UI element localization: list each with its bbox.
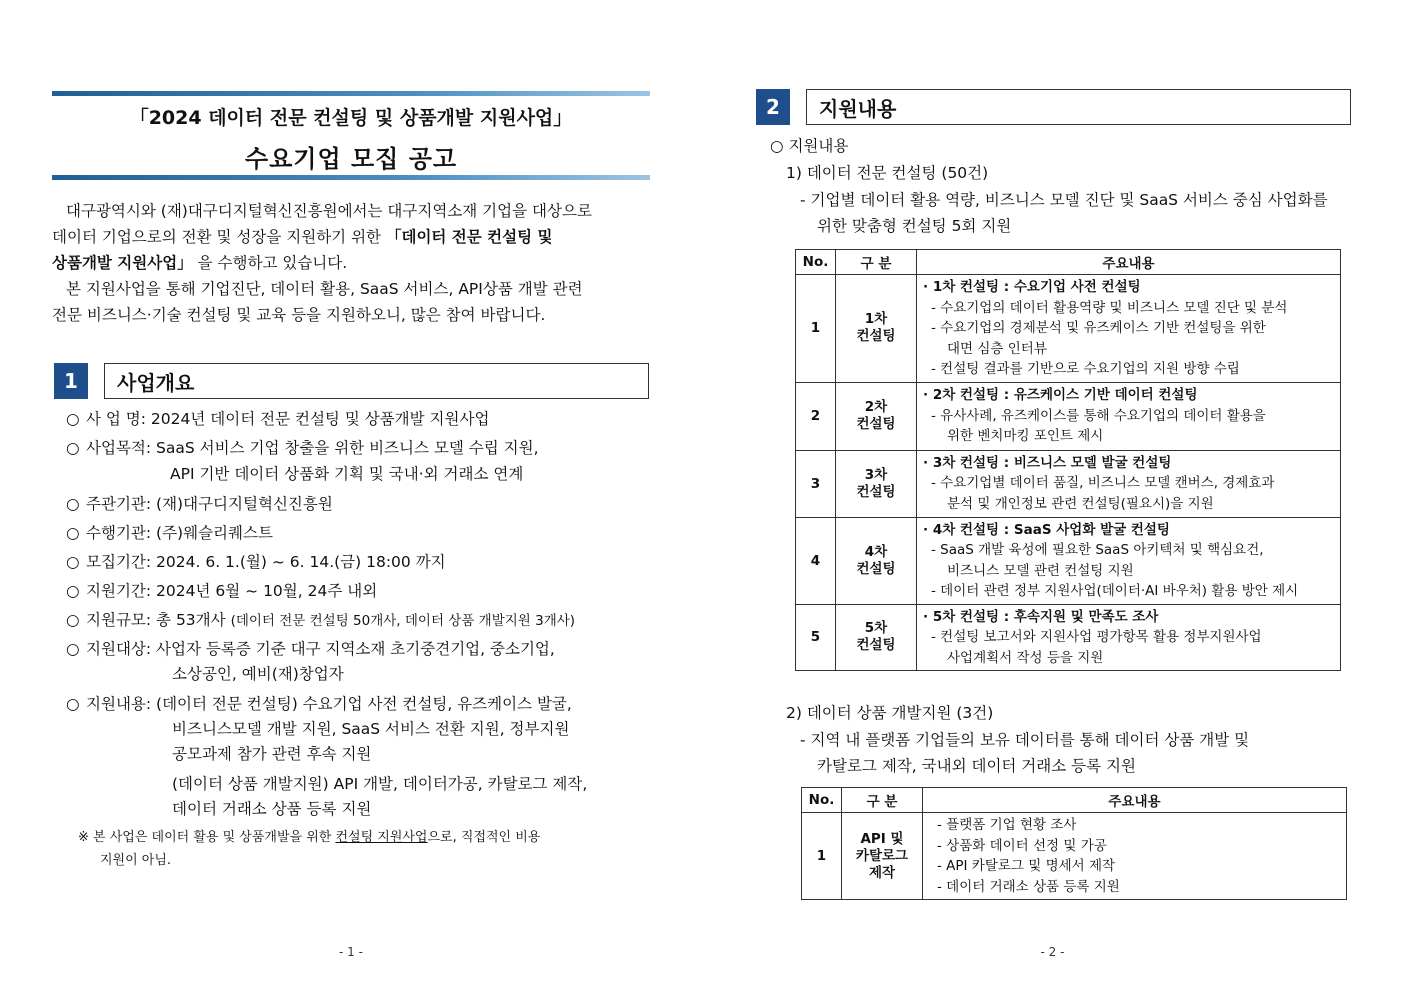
item-target-cont: 소상공인, 예비(재)창업자 [172,665,344,683]
header-no: No. [802,788,842,813]
product-dev-table [801,787,1347,900]
item-content-cont-1: 비즈니스모델 개발 지원, SaaS 서비스 전환 지원, 정부지원 [172,720,570,738]
item-recruit-period: ○ 모집기간: 2024. 6. 1.(월) ~ 6. 14.(금) 18:00 까지 [66,553,446,571]
page-number-2: - 2 - [1040,945,1065,959]
row-category: 2차 컨설팅 [836,382,917,450]
row-no: 1 [802,813,842,900]
intro-paragraph [52,198,652,328]
item-scale: ○ 지원규모: 총 53개사 (데이터 전문 컨설팅 50개사, 데이터 상품 개발지원 3개사) [66,611,576,629]
page-2 [702,0,1403,992]
consulting-table [795,249,1341,671]
part1-desc-2: 위한 맞춤형 컨설팅 5회 지원 [817,217,1012,235]
table-row [796,517,1341,604]
item-support-period: ○ 지원기간: 2024년 6월 ~ 10월, 24주 내외 [66,582,378,600]
table-row [796,275,1341,383]
part2-desc-2: 카탈로그 제작, 국내외 데이터 거래소 등록 지원 [817,757,1136,775]
item-purpose: ○ 사업목적: SaaS 서비스 기업 창출을 위한 비즈니스 모델 수립 지원, [66,439,539,457]
row-no: 4 [796,517,836,604]
section-2-badge: 2 [756,89,790,125]
row-content: - 플랫폼 기업 현황 조사 - 상품화 데이터 선정 및 가공 - API 카탈로그 및 명세서 제작 - 데이터 거래소 상품 등록 지원 [923,813,1347,900]
announcement-title: 「2024 데이터 전문 컨설팅 및 상품개발 지원사업」 [129,107,573,129]
header-no: No. [796,250,836,275]
notice-note: ※ 본 사업은 데이터 활용 및 상품개발을 위한 컨설팅 지원사업으로, 직접적인 비용 지원이 아님. [78,830,541,868]
row-category: 3차 컨설팅 [836,450,917,517]
item-purpose-cont: API 기반 데이터 상품화 기획 및 국내·외 거래소 연계 [170,465,524,483]
row-content: · 2차 컨설팅 : 유즈케이스 기반 데이터 컨설팅 - 유사사례, 유즈케이스를 통해 수요기업의 데이터 활용을 위한 벤치마킹 포인트 제시 [917,382,1341,450]
row-content: · 4차 컨설팅 : SaaS 사업화 발굴 컨설팅 - SaaS 개발 육성에 필요한 SaaS 아키텍처 및 핵심요건, 비즈니스 모델 관련 컨설팅 지원 - 데이터 관련 정부 지원사업(데이터·AI 바우처) 활용 방안 제시 [917,517,1341,604]
intro-line-4: 본 지원사업을 통해 기업진단, 데이터 활용, SaaS 서비스, API상품 개발 관련 [66,280,583,298]
row-category: 5차 컨설팅 [836,604,917,671]
row-category: API 및 카탈로그 제작 [842,813,923,900]
header-category: 구 분 [836,250,917,275]
item-content-cont-3: (데이터 상품 개발지원) API 개발, 데이터가공, 카탈로그 제작, [172,775,588,793]
section-2-title: 지원내용 [806,89,1351,125]
row-category: 1차 컨설팅 [836,275,917,383]
header-content: 주요내용 [923,788,1347,813]
section-1-title: 사업개요 [104,363,649,399]
row-content: · 5차 컨설팅 : 후속지원 및 만족도 조사 - 컨설팅 보고서와 지원사업 평가항목 활용 정부지원사업 사업계획서 작성 등을 지원 [917,604,1341,671]
intro-line-5: 전문 비즈니스·기술 컨설팅 및 교육 등을 지원하오니, 많은 참여 바랍니다. [52,306,546,324]
item-operator: ○ 수행기관: (주)웨슬리퀘스트 [66,524,273,542]
row-content: · 3차 컨설팅 : 비즈니스 모델 발굴 컨설팅 - 수요기업별 데이터 품질, 비즈니스 모델 캔버스, 경제효과 분석 및 개인정보 관련 컨설팅(필요시)을 지원 [917,450,1341,517]
row-content: · 1차 컨설팅 : 수요기업 사전 컨설팅 - 수요기업의 데이터 활용역량 및 비즈니스 모델 진단 및 분석 - 수요기업의 경제분석 및 유즈케이스 기반 컨설팅을 위한 대면 심층 인터뷰 - 컨설팅 결과를 기반으로 수요기업의 지원 방향 수립 [917,275,1341,383]
table-row [796,450,1341,517]
intro-line-1: 대구광역시와 (재)대구디지털혁신진흥원에서는 대구지역소재 기업을 대상으로 [66,202,592,220]
table-header-row [802,788,1347,813]
table-row [796,382,1341,450]
part2-heading: 2) 데이터 상품 개발지원 (3건) [786,704,994,722]
item-host: ○ 주관기관: (재)대구디지털혁신진흥원 [66,495,333,513]
part1-desc-1: - 기업별 데이터 활용 역량, 비즈니스 모델 진단 및 SaaS 서비스 중심 사업화를 [800,191,1328,209]
header-content: 주요내용 [917,250,1341,275]
table-row [802,813,1347,900]
row-no: 3 [796,450,836,517]
row-no: 5 [796,604,836,671]
section-1-badge: 1 [54,363,88,399]
title-bottom-bar [52,175,650,180]
intro-line-3: 상품개발 지원사업」 을 수행하고 있습니다. [52,254,348,272]
row-no: 2 [796,382,836,450]
row-no: 1 [796,275,836,383]
table-row [796,604,1341,671]
header-category: 구 분 [842,788,923,813]
item-content-cont-2: 공모과제 참가 관련 후속 지원 [172,745,372,763]
page-number-1: - 1 - [339,945,363,959]
item-name: ○ 사 업 명: 2024년 데이터 전문 컨설팅 및 상품개발 지원사업 [66,410,490,428]
item-content: ○ 지원내용: (데이터 전문 컨설팅) 수요기업 사전 컨설팅, 유즈케이스 발굴, [66,695,572,713]
row-category: 4차 컨설팅 [836,517,917,604]
part1-heading: 1) 데이터 전문 컨설팅 (50건) [786,164,989,182]
item-target: ○ 지원대상: 사업자 등록증 기준 대구 지역소재 초기중견기업, 중소기업, [66,640,555,658]
title-top-bar [52,91,650,96]
announcement-subtitle: 수요기업 모집 공고 [244,145,458,173]
table-header-row [796,250,1341,275]
intro-line-2: 데이터 기업으로의 전환 및 성장을 지원하기 위한 「데이터 전문 컨설팅 및 [52,228,553,246]
item-content-cont-4: 데이터 거래소 상품 등록 지원 [172,800,372,818]
part2-desc-1: - 지역 내 플랫폼 기업들의 보유 데이터를 통해 데이터 상품 개발 및 [800,731,1250,749]
support-content-heading: ○ 지원내용 [770,137,849,155]
